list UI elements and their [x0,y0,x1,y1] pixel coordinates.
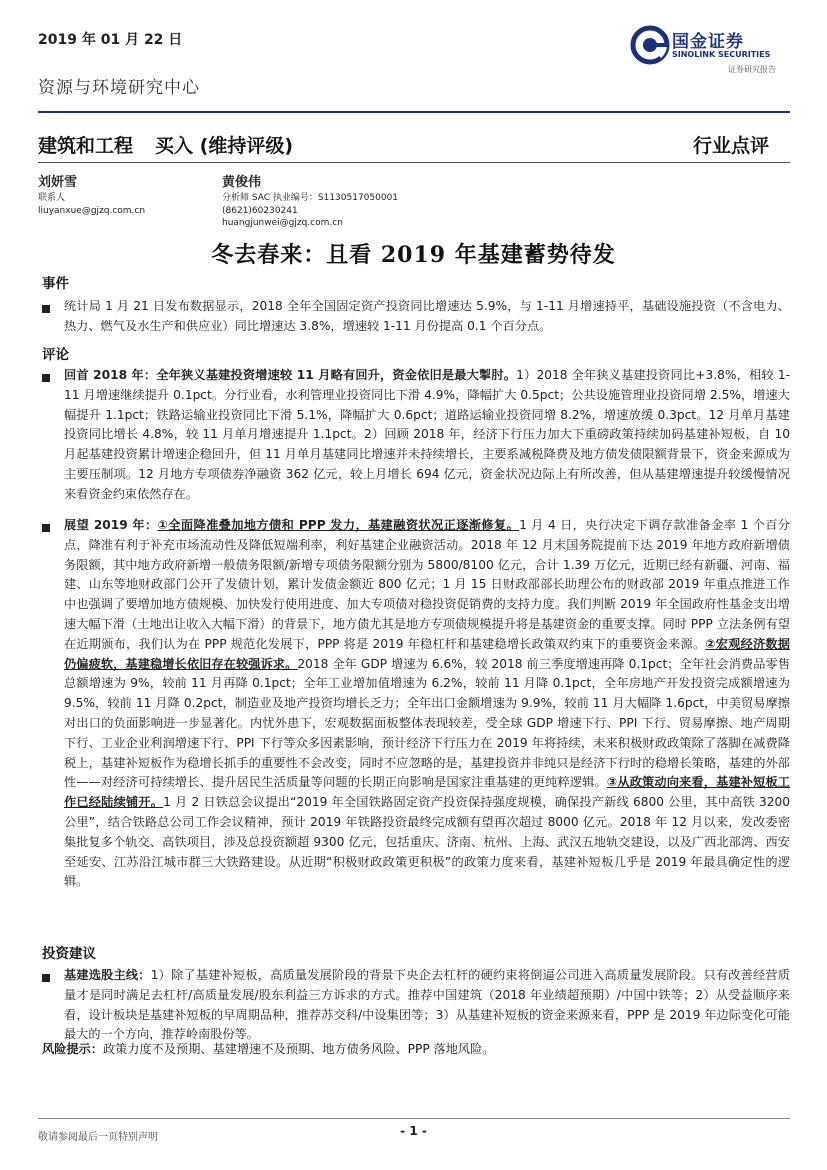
analyst-email[interactable]: huangjunwei@gjzq.com.cn [222,218,343,228]
risk-text: 政策力度不及预期、基建增速不及预期、地方债务风险、PPP 落地风险。 [102,1042,495,1056]
logo-subtitle: 证券研究报告 [728,65,776,74]
report-type: 行业点评 [693,135,770,157]
company-logo [630,23,800,75]
risk-warning [42,1040,790,1060]
bullet-icon [42,524,50,532]
review-lead: 回首 2018 年：全年狭义基建投资增速较 11 月略有回升，资金依旧是最大掣肘。 [64,368,517,382]
header-divider [38,111,790,113]
rating-line [38,131,293,158]
outlook-text-2: 2018 全年 GDP 增速为 6.6%，较 2018 前三季度增速再降 0.1pct；全年社会消费品零售总额增速为 9%，较前 11 月再降 0.1pct；全年工业增加值增速为 6.2%，较前 11 月降 0.1pct，全年房地产开发投资完成额增速为 9.5%，较前 11 月降 0.2pct，制造业及地产投资均增长乏力；全年出口金额增速为 9.9%，较前 11 月大幅降 1.6pct，中美贸易摩擦对出口的负面影响进一步显著化。内忧外患下，宏观数据面板整体表现较差，受全球 GDP 增速下行、PPI 下行、贸易摩擦、地产周期下行、工业企业利润增速下行、PPI 下行等众多因素影响，预计经济下行压力在 2019 年将持续，未来积极财政政策除了落脚在减费降税上，基建补短板作为稳增长抓手的重要性不会改变，同时不应忽略的是，基建投资并非纯只是经济下行时的稳增长策略，基建的外部性——对经济可持续增长、提升居民生活质量等问题的长期正向影响是国家注重基建的更纯粹逻辑。 [64,656,791,790]
disclaimer-note: 敬请参阅最后一页特别声明 [38,1132,158,1143]
analyst-email[interactable]: liuyanxue@gjzq.com.cn [38,205,146,216]
suggestion-paragraph [64,966,790,1045]
analyst-role: 联系人 [38,193,66,203]
logo-chinese-name: 国金证券 [672,32,744,52]
section-heading-event: 事件 [42,276,69,292]
footer-divider [38,1118,790,1119]
bullet-icon [42,974,50,982]
outlook-point-2: ②宏观经济数据仍偏疲软，基建稳增长依旧存在较强诉求。 [64,636,790,671]
research-center: 资源与环境研究中心 [38,78,200,98]
outlook-lead: 展望 2019 年： [64,518,158,532]
outlook-paragraph [64,516,790,892]
analyst-block-1 [38,174,145,217]
review-paragraph [64,366,790,505]
section-heading-suggestion: 投资建议 [42,946,96,962]
report-title: 冬去春来：且看 2019 年基建蓄势待发 [211,242,616,268]
outlook-point-3: ③从政策动向来看，基建补短板工作已经陆续铺开。 [64,775,790,810]
suggestion-lead: 基建选股主线： [64,968,151,982]
logo-emblem-icon [630,25,670,65]
risk-label: 风险提示： [42,1042,103,1056]
analyst-sac-id: 分析师 SAC 执业编号：S1130517050001 [222,193,399,203]
analyst-phone: (8621)60230241 [222,205,298,216]
bullet-icon [42,305,50,313]
rating-divider [38,162,790,163]
logo-english-name: SINOLINK SECURITIES [672,50,771,59]
analyst-name: 刘妍雪 [38,175,78,190]
report-date: 2019 年 01 月 22 日 [38,32,183,48]
event-paragraph: 统计局 1 月 21 日发布数据显示，2018 全年全国固定资产投资同比增速达 5.9%，与 1-11 月增速持平，基础设施投资（不含电力、热力、燃气及水生产和供应业）同比增速达 3.8%，增速较 1-11 月份提高 0.1 个百分点。 [64,299,790,333]
analyst-block-2 [222,174,398,230]
outlook-text-1: 1 月 4 日，央行决定下调存款准备金率 1 个百分点，降准有利于补充市场流动性及降低短端利率，利好基建企业融资活动。2018 年 12 月末国务院提前下达 2019 年地方政府新增债务限额，其中地方政府新增一般债务限额/新增专项债务限额分别为 5800/8100 亿元，合计 1.39 万亿元，近期已经有新疆、河南、福建、山东等地财政部门公开了发债计划，累计发债金额近 800 亿元；1 月 15 日财政部部长助理公布的财政部 2019 年重点推进工作中也强调了要增加地方债规模、加快发行使用进度、加大专项债对稳投资促销费的支持力度。我们判断 2019 年全国政府性基金支出增速大幅下滑（土地出让收入大幅下滑）的背景下，地方债尤其是地方专项债规模提升将是基建资金的重要支撑。同时 PPP 立法条例有望在近期颁布，我们认为在 PPP 规范化发展下，PPP 将是 2019 年稳杠杆和基建稳增长政策双约束下的重要资金来源。 [64,518,790,651]
section-heading-comment: 评论 [42,347,69,363]
outlook-text-3: 1 月 2 日铁总会议提出“2019 年全国铁路固定资产投资保持强度规模，确保投产新线 6800 公里，其中高铁 3200 公里”，结合铁路总公司工作会议精神，预计 2019 年铁路投资最终完成额有望再次超过 8000 亿元。2018 年 12 月以来，发改委密集批复多个轨交、高铁项目，涉及总投资额超 9300 亿元，包括重庆、济南、杭州、上海、武汉五地轨交建设，以及广西北部湾、西安至延安、江苏沿江城市群三大铁路建设。从近期“积极财政政策更积极”的政策力度来看，基建补短板几乎是 2019 年最具确定性的逻辑。 [64,795,791,889]
outlook-point-1: ①全面降准叠加地方债和 PPP 发力，基建融资状况正逐渐修复。 [157,518,520,532]
suggestion-body: 1）除了基建补短板，高质量发展阶段的背景下央企去杠杆的硬约束将倒逼公司进入高质量发展阶段。只有改善经营质量才是同时满足去杠杆/高质量发展/股东利益三方诉求的方式。推荐中国建筑（2018 年业绩超预期）/中国中铁等；2）从受益顺序来看，设计板块是基建补短板的早周期品种，推荐苏交科/中设集团等；3）从基建补短板的资金来源来看，PPP 是 2019 年边际变化可能最大的一个方向，推荐岭南股份等。 [64,968,790,1042]
rating-value: 买入 (维持评级) [155,135,293,157]
review-body: 1）2018 全年狭义基建投资同比+3.8%，相较 1-11 月增速继续提升 0.1pct。分行业看，水利管理业投资同比下滑 4.9%，降幅扩大 0.5pct；公共设施管理业投资同增 2.5%，增速大幅提升 1.1pct；铁路运输业投资同比下滑 5.1%，降幅扩大 0.6pct；道路运输业投资同增 8.2%，增速放缓 0.3pct。12 月单月基建投资同比增长 4.8%，较 11 月单月增速提升 1.1pct。2）回顾 2018 年，经济下行压力加大下重磅政策持续加码基建补短板，自 10 月起基建投资累计增速企稳回升，但 11 月单月基建同比增速并未持续增长，主要系减税降费及地方债发债限额背景下，资金来源成为主要压制项。12 月地方专项债券净融资 362 亿元，较上月增长 694 亿元，资金状况边际上有所改善，但从基建增速提升较缓慢情况来看资金约束依然存在。 [64,368,790,501]
bullet-icon [42,374,50,382]
page-number: - 1 - [400,1124,427,1138]
sector-name: 建筑和工程 [38,135,134,157]
analyst-name: 黄俊伟 [222,175,262,190]
